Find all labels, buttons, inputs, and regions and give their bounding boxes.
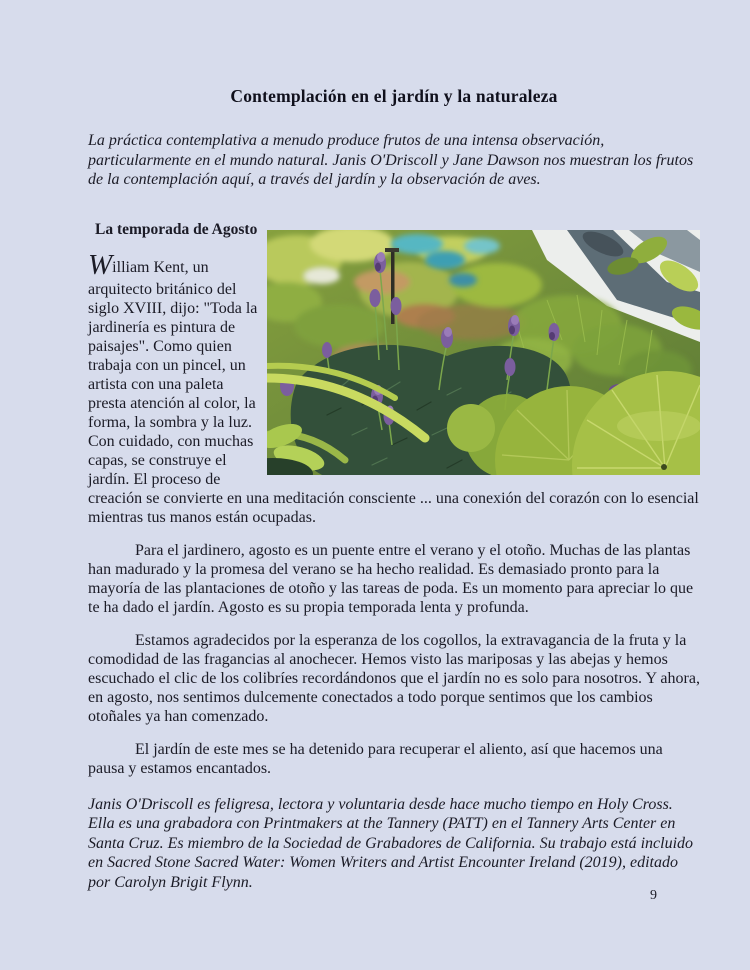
page-title: Contemplación en el jardín y la naturaleza <box>230 86 558 106</box>
paragraph-agradecidos: Estamos agradecidos por la esperanza de los cogollos, la extravagancia de la fruta y la comodidad de las fragancias al anochecer. Hemos visto las mariposas y las abejas y hemos escuchado el clic de los colibríes recordándonos que el jardín no es solo para nosotros. Y ahora, en agosto, nos sentimos dulcemente conectados a todo porque sentimos que los cambios otoñales ya han comenzado. <box>88 631 700 725</box>
paragraph-william-kent-text: illiam Kent, un arquitecto británico del siglo XVIII, dijo: "Toda la jardinería es pintura de paisajes". Como quien trabaja con un pincel, un artista con una paleta presta atención al color, la forma, la sombra y la luz. Con cuidado, con muchas capas, se construye el jardín. El proceso de creación se convierte en una meditación consciente ... una conexión del corazón con lo esencial mientras tus manos están ocupadas. <box>88 258 699 526</box>
section-heading: La temporada de Agosto <box>95 220 258 238</box>
article-section <box>88 220 700 893</box>
garden-photo-illustration <box>267 230 700 475</box>
garden-photo <box>267 230 700 475</box>
intro-paragraph: La práctica contemplativa a menudo produce frutos de una intensa observación, particularmente en el mundo natural. Janis O'Driscoll y Jane Dawson nos muestran los frutos de la contemplación aquí, a través del jardín y la observación de aves. <box>88 132 694 188</box>
paragraph-jardin-pausa: El jardín de este mes se ha detenido para recuperar el aliento, así que hacemos una pausa y estamos encantados. <box>88 740 663 777</box>
author-bio: Janis O'Driscoll es feligresa, lectora y voluntaria desde hace mucho tiempo en Holy Cross. Ella es una grabadora con Printmakers at the Tannery (PATT) en el Tannery Arts Center en Santa Cruz. Es miembro de la Sociedad de Grabadores de California. Su trabajo está incluido en Sacred Stone Sacred Water: Women Writers and Artist Encounter Ireland (2019), editado por Carolyn Brigit Flynn. <box>88 795 694 891</box>
page-number: 9 <box>650 888 657 903</box>
paragraph-agosto-puente: Para el jardinero, agosto es un puente entre el verano y el otoño. Muchas de las plantas han madurado y la promesa del verano se ha hecho realidad. Es demasiado pronto para la mayoría de las plantaciones de otoño y las tareas de poda. Es un momento para apreciar lo que te ha dado el jardín. Agosto es su propia temporada lenta y profunda. <box>88 541 694 616</box>
dropcap-initial: W <box>88 248 113 281</box>
